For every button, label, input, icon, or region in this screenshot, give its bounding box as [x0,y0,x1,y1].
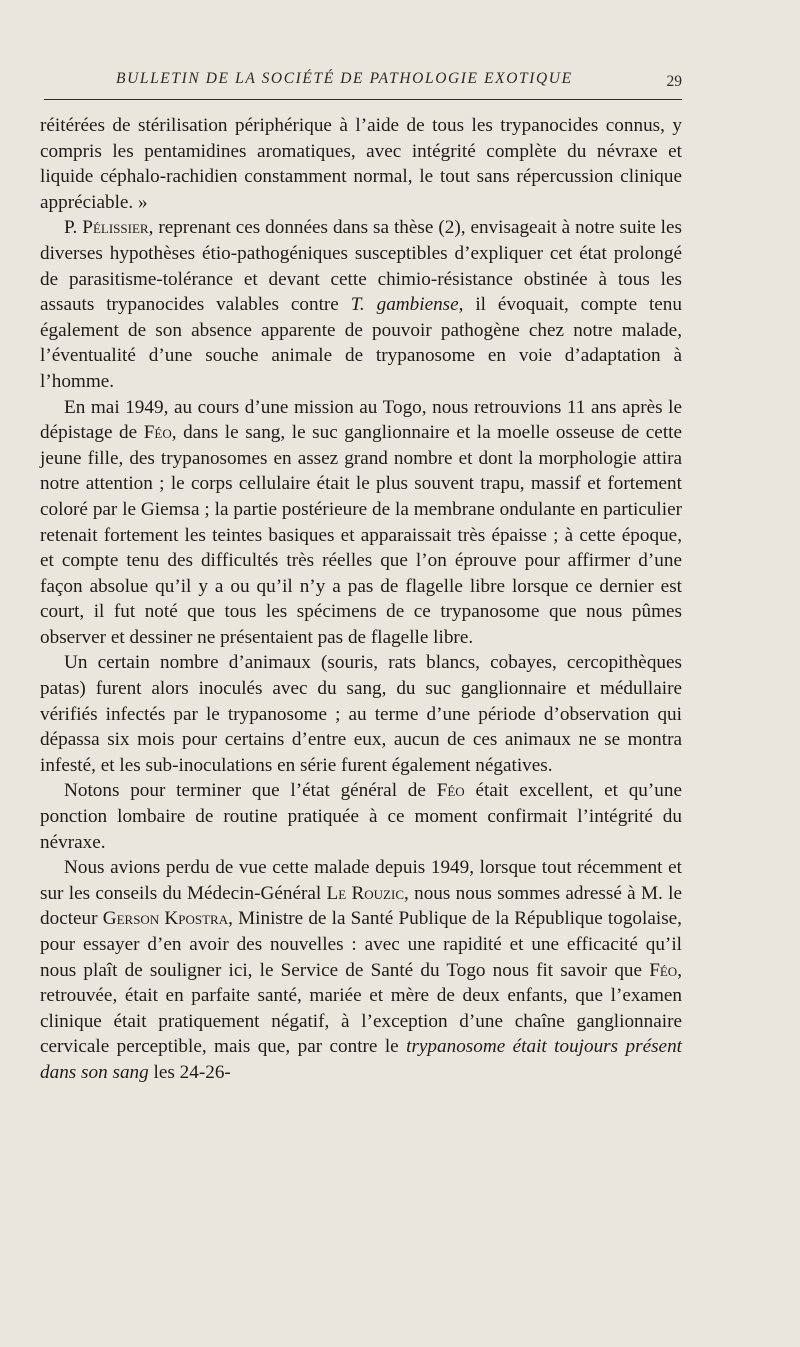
paragraph [40,395,682,651]
text-run: , retrouvée, était en parfaite santé, mariée et mère de deux enfants, que l’examen clinique était pratiquement négatif, à l’exception d’une chaîne ganglionnaire cervicale perceptible, mais que, par contre le [40,959,682,1058]
article-body [40,113,682,1086]
text-run: , nous nous sommes adressé à M. le docteur [40,882,682,930]
text-run: Notons pour terminer que l’état général de [64,780,437,802]
name-small-caps: Pélissier [82,217,149,239]
text-run: Un certain nombre d’animaux (souris, rats blancs, cobayes, cercopithèques patas) furent alors inoculés avec du sang, du suc ganglionnaire et médullaire vérifiés infectés par le trypanosome ; au terme d’une période d’observation qui dépassa six mois pour certains d’entre eux, aucun de ces animaux ne se montra infesté, et les sub-inoculations en série furent également négatives. [40,652,682,776]
name-small-caps: Féo [143,422,172,444]
paragraph [40,778,682,855]
paragraph [40,855,682,1085]
text-run: réitérées de stérilisation périphérique à l’aide de tous les trypanocides connus, y compris les pentamidines aromatiques, avec intégrité complète du névraxe et liquide céphalo-rachidien constamment normal, le tout sans répercussion clinique appréciable. » [40,115,682,213]
header-rule [44,99,682,100]
page-number: 29 [666,73,682,90]
text-run: En mai 1949, au cours d’une mission au Togo, nous retrouvions 11 ans après le dépistage de [40,396,682,444]
italic-text: trypanosome était toujours présent dans son sang [40,1036,683,1083]
running-title: BULLETIN DE LA SOCIÉTÉ DE PATHOLOGIE EXOTIQUE [116,70,573,87]
italic-text: T. gambiense [350,294,459,316]
paragraph [40,650,682,778]
text-run: , il évoquait, compte tenu également de son absence apparente de pouvoir pathogène chez notre malade, l’éventualité d’une souche animale de trypanosome en voie d’adaptation à l’homme. [40,294,682,392]
page-header [44,70,682,92]
name-small-caps: Féo [436,780,465,802]
text-run: , dans le sang, le suc ganglionnaire et la moelle osseuse de cette jeune fille, des trypanosomes en assez grand nombre et dont la morphologie attira notre attention ; le corps cellulaire était le plus souvent trapu, massif et fortement coloré par le Giemsa ; la partie postérieure de la membrane ondulante en particulier retenait fortement les teintes basiques et apparaissait très épaisse ; à cette époque, et compte tenu des difficultés très réelles que l’on éprouve pour affirmer d’une façon absolue qu’il y a ou qu’il n’y a pas de flagelle libre lorsque ce dernier est court, il fut noté que tous les spécimens de ce trypanosome que nous pûmes observer et dessiner ne présentaient pas de flagelle libre. [40,422,682,648]
text-run: P. [64,217,83,239]
paragraph [40,215,682,394]
text-run: les 24-26- [148,1061,231,1083]
name-small-caps: Féo [649,959,678,981]
text-run: , Ministre de la Santé Publique de la République togolaise, pour essayer d’en avoir des nouvelles : avec une rapidité et une efficacité qu’il nous plaît de souligner ici, le Service de Santé du Togo nous fit savoir que [40,908,682,981]
text-run: Nous avions perdu de vue cette malade depuis 1949, lorsque tout récemment et sur les conseils du Médecin-Général [40,857,682,904]
paragraph [40,113,682,215]
text-run: , reprenant ces données dans sa thèse (2), envisageait à notre suite les diverses hypothèses étio-pathogéniques susceptibles d’expliquer cet état prolongé de parasitisme-tolérance et devant cette chimio-résistance obstinée à tous les assauts trypanocides valables contre [40,217,682,316]
name-small-caps: Gerson Kpostra [102,908,229,930]
text-run: était excellent, et qu’une ponction lombaire de routine pratiquée à ce moment confirmait l’intégrité du névraxe. [40,780,682,853]
name-small-caps: Le Rouzic [326,882,404,904]
